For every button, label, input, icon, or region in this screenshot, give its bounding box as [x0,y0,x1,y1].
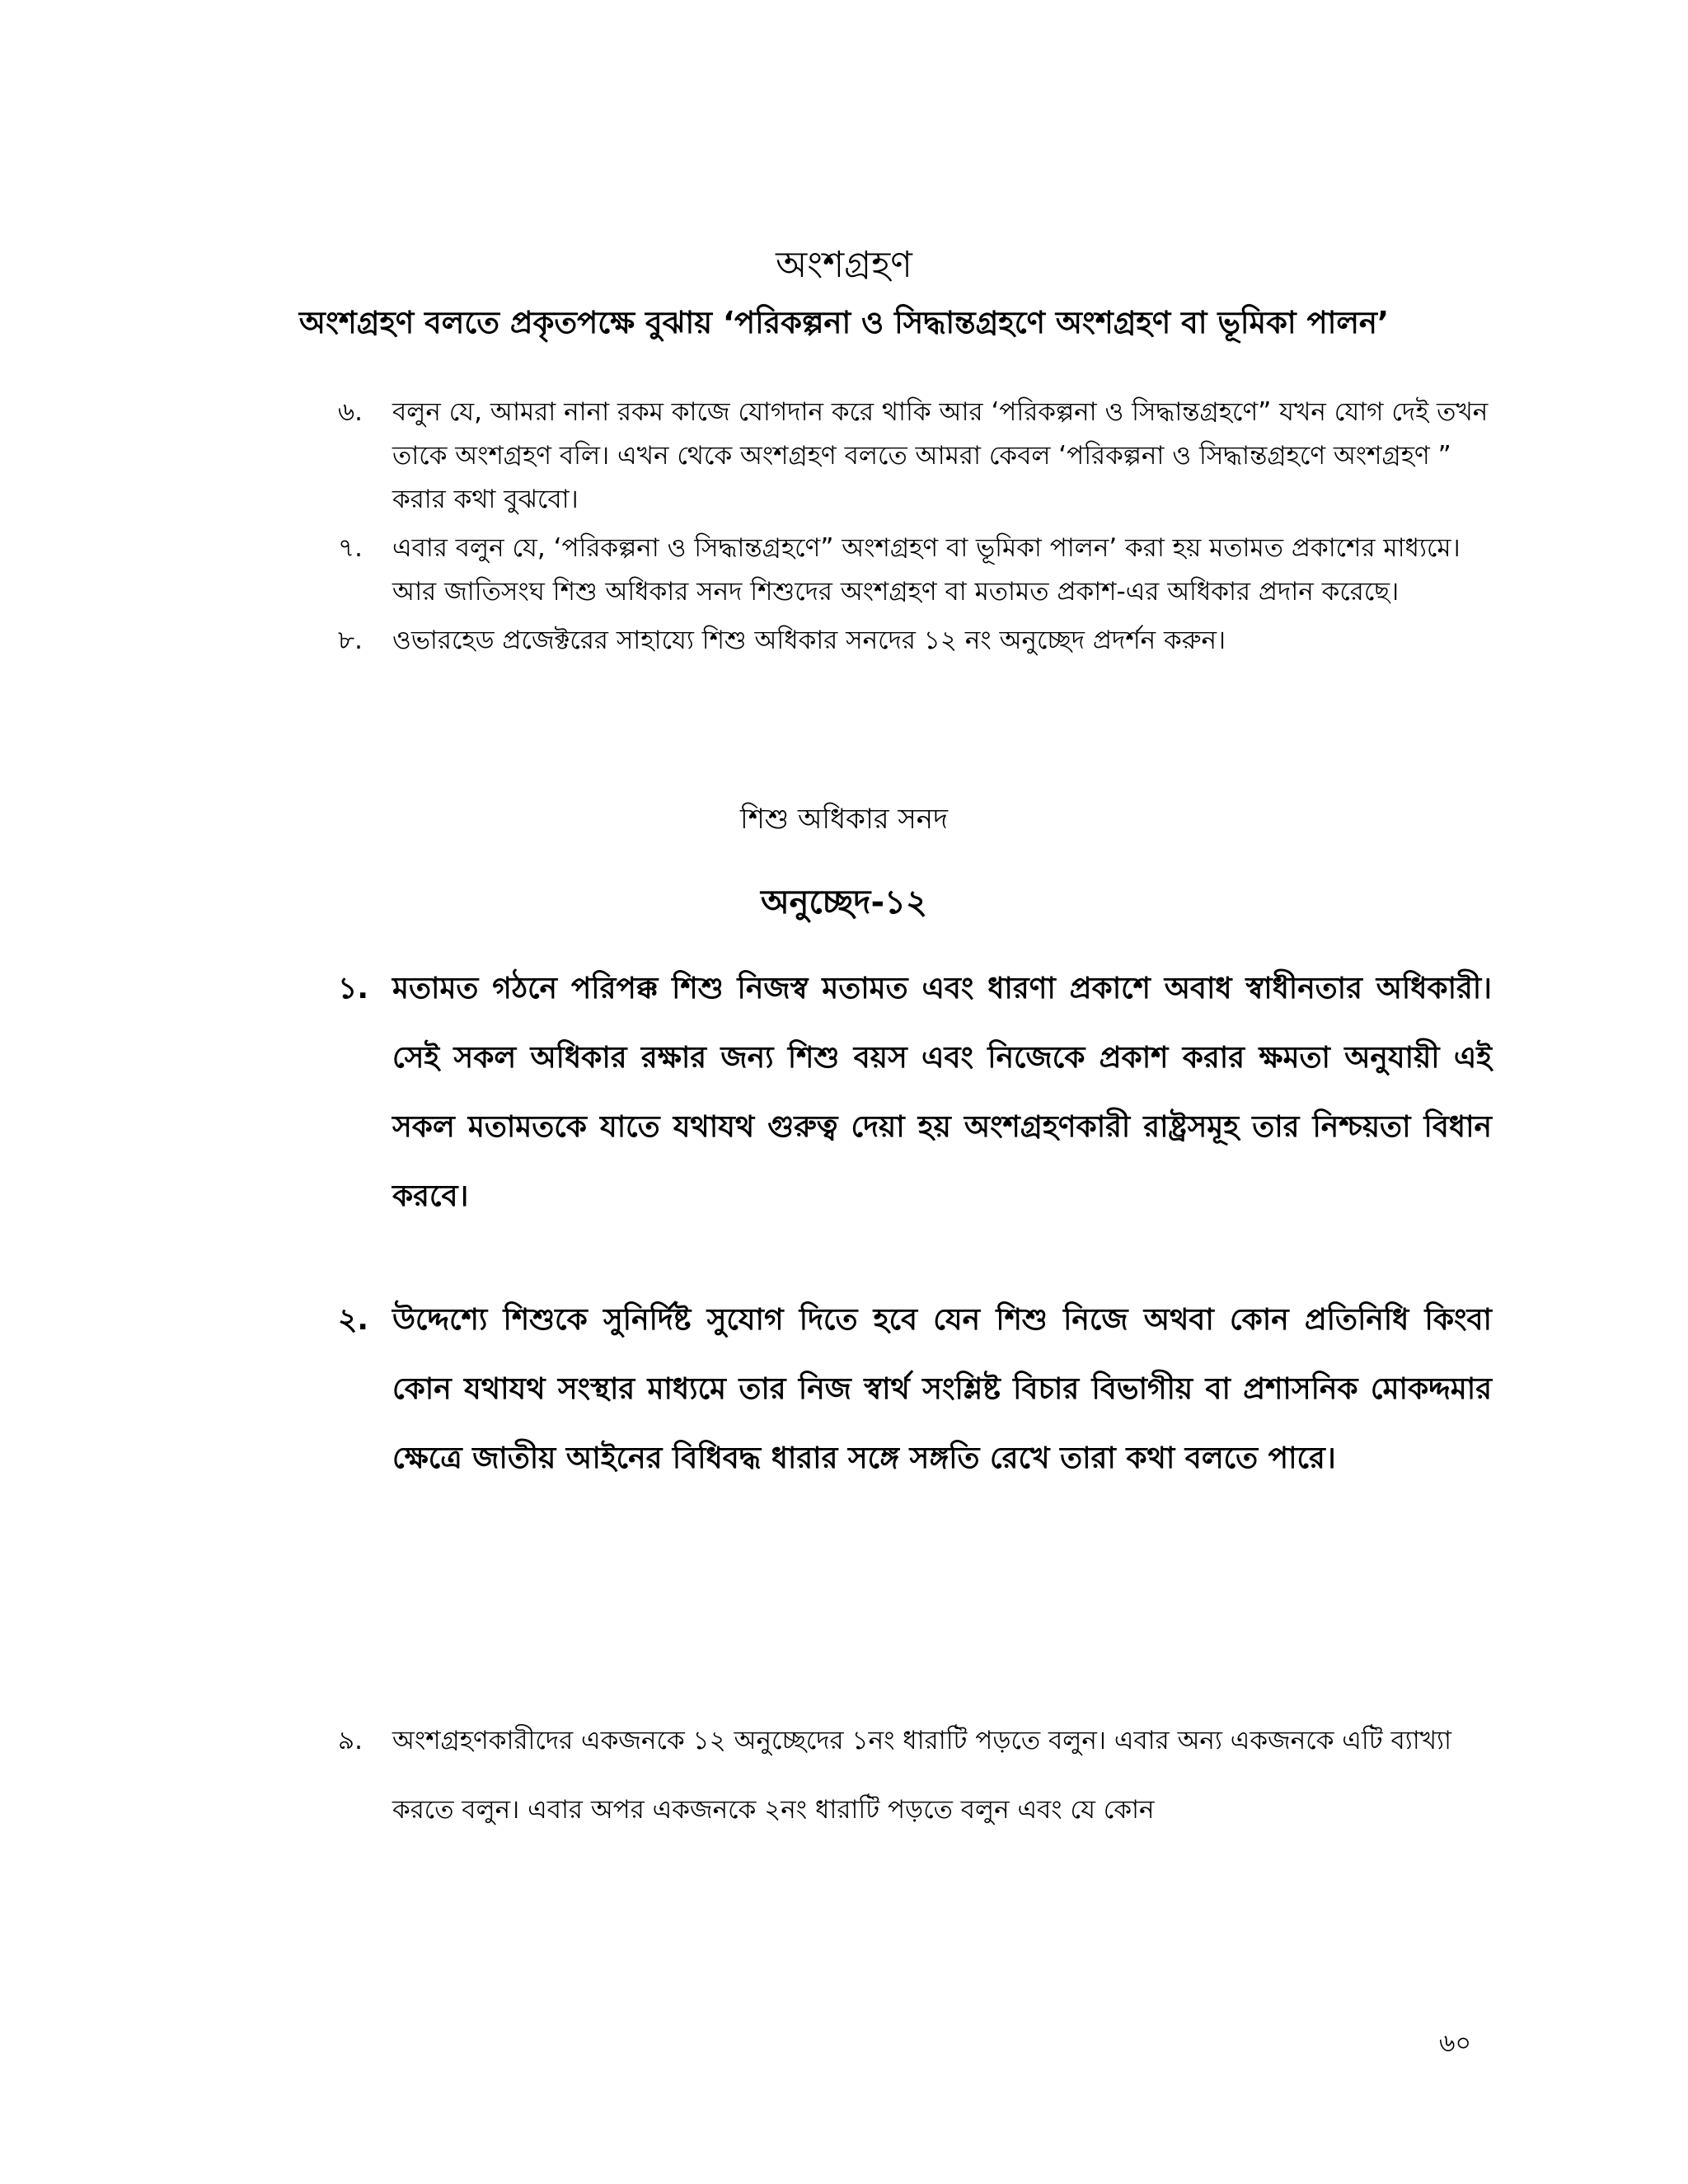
clause-number: ২. [338,1303,369,1337]
page-subtitle: অংশগ্রহণ বলতে প্রকৃতপক্ষে বুঝায় ‘পরিকল্পনা ও সিদ্ধান্তগ্রহণে অংশগ্রহণ বা ভূমিকা পালন’ [298,305,1390,340]
instruction-list [338,391,1492,668]
page-title: অংশগ্রহণ [776,244,912,286]
clause-text: মতামত গঠনে পরিপক্ক শিশু নিজস্ব মতামত এবং ধারণা প্রকাশে অবাধ স্বাধীনতার অধিকারী। সেই সকল অধিকার রক্ষার জন্য শিশু বয়স এবং নিজেকে প্রকাশ করার ক্ষমতা অনুযায়ী এই সকল মতামতকে যাতে যথাযথ গুরুত্ব দেয়া হয় অংশগ্রহণকারী রাষ্ট্রসমূহ তার নিশ্চয়তা বিধান করবে। [392,972,1492,1213]
instruction-list-continued [338,1706,1492,1844]
item-text: ওভারহেড প্রজেক্টরের সাহায্যে শিশু অধিকার সনদের ১২ নং অনুচ্ছেদ প্রদর্শন করুন। [392,626,1226,655]
article-clause [338,954,1492,1231]
list-item [338,391,1492,522]
item-number: ৮. [338,626,363,655]
item-text: এবার বলুন যে, ‘পরিকল্পনা ও সিদ্ধান্তগ্রহণে” অংশগ্রহণ বা ভূমিকা পালন’ করা হয় মতামত প্রকাশের মাধ্যমে। আর জাতিসংঘ শিশু অধিকার সনদ শিশুদের অংশগ্রহণ বা মতামত প্রকাশ-এর অধিকার প্রদান করেছে। [392,533,1461,607]
list-item [338,527,1492,614]
article-title: অনুচ্ছেদ-১২ [760,883,928,921]
clause-number: ১. [338,972,369,1005]
page-number: ৬০ [1439,2029,1472,2058]
charter-title: শিশু অধিকার সনদ [740,803,948,836]
item-number: ৭. [338,533,363,563]
list-item [338,619,1492,663]
item-text: অংশগ্রহণকারীদের একজনকে ১২ অনুচ্ছেদের ১নং ধারাটি পড়তে বলুন। এবার অন্য একজনকে এটি ব্যাখ্যা করতে বলুন। এবার অপর একজনকে ২নং ধারাটি পড়তে বলুন এবং যে কোন [392,1726,1452,1825]
list-item [338,1706,1492,1844]
article-clause [338,1286,1492,1493]
clause-text: উদ্দেশ্যে শিশুকে সুনির্দিষ্ট সুযোগ দিতে হবে যেন শিশু নিজে অথবা কোন প্রতিনিধি কিংবা কোন যথাযথ সংস্থার মাধ্যমে তার নিজ স্বার্থ সংশ্লিষ্ট বিচার বিভাগীয় বা প্রশাসনিক মোকদ্দমার ক্ষেত্রে জাতীয় আইনের বিধিবদ্ধ ধারার সঙ্গে সঙ্গতি রেখে তারা কথা বলতে পারে। [392,1303,1492,1475]
item-number: ৯. [338,1726,363,1755]
item-number: ৬. [338,397,363,427]
item-text: বলুন যে, আমরা নানা রকম কাজে যোগদান করে থাকি আর ‘পরিকল্পনা ও সিদ্ধান্তগ্রহণে” যখন যোগ দেই তখন তাকে অংশগ্রহণ বলি। এখন থেকে অংশগ্রহণ বলতে আমরা কেবল ‘পরিকল্পনা ও সিদ্ধান্তগ্রহণে অংশগ্রহণ ” করার কথা বুঝবো। [392,397,1489,514]
